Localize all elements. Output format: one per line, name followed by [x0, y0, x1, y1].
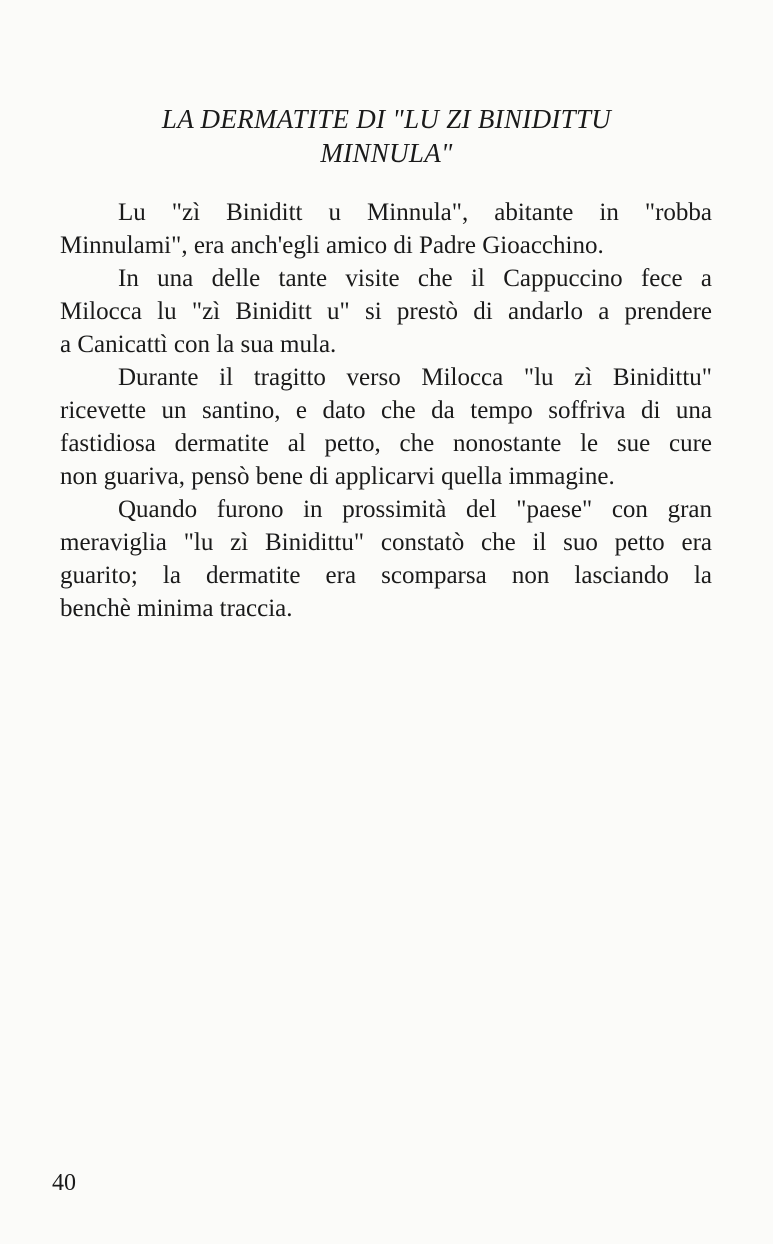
text-line: Durante il tragitto verso Milocca "lu zì Binidittu" — [118, 364, 712, 391]
text-line: benchè minima traccia. — [60, 595, 293, 622]
text-line: Minnulami", era anch'egli amico di Padre Gioacchino. — [60, 232, 604, 259]
text-line: meraviglia "lu zì Binidittu" constatò che il suo petto era — [60, 529, 712, 556]
text-line: fastidiosa dermatite al petto, che nonostante le sue cure — [60, 430, 712, 457]
text-line: guarito; la dermatite era scomparsa non lasciando la — [60, 562, 712, 589]
page-number: 40 — [52, 1170, 76, 1196]
text-line: Quando furono in prossimità del "paese" con gran — [118, 496, 712, 523]
paragraph — [60, 493, 712, 625]
text-line: a Canicattì con la sua mula. — [60, 331, 337, 358]
body-text — [60, 196, 712, 625]
text-line: Milocca lu "zì Biniditt u" si prestò di andarlo a prendere — [60, 298, 712, 325]
chapter-title-line-1: LA DERMATITE DI "LU ZI BINIDITTU — [161, 104, 612, 134]
paragraph — [60, 361, 712, 493]
paragraph — [60, 196, 712, 262]
paragraph — [60, 262, 712, 361]
text-line: In una delle tante visite che il Cappuccino fece a — [118, 265, 712, 292]
text-line: Lu "zì Biniditt u Minnula", abitante in "robba — [118, 199, 712, 226]
text-line: ricevette un santino, e dato che da tempo soffriva di una — [60, 397, 712, 424]
chapter-title — [60, 102, 713, 170]
chapter-title-line-2: MINNULA" — [320, 138, 453, 168]
text-line: non guariva, pensò bene di applicarvi quella immagine. — [60, 463, 615, 490]
